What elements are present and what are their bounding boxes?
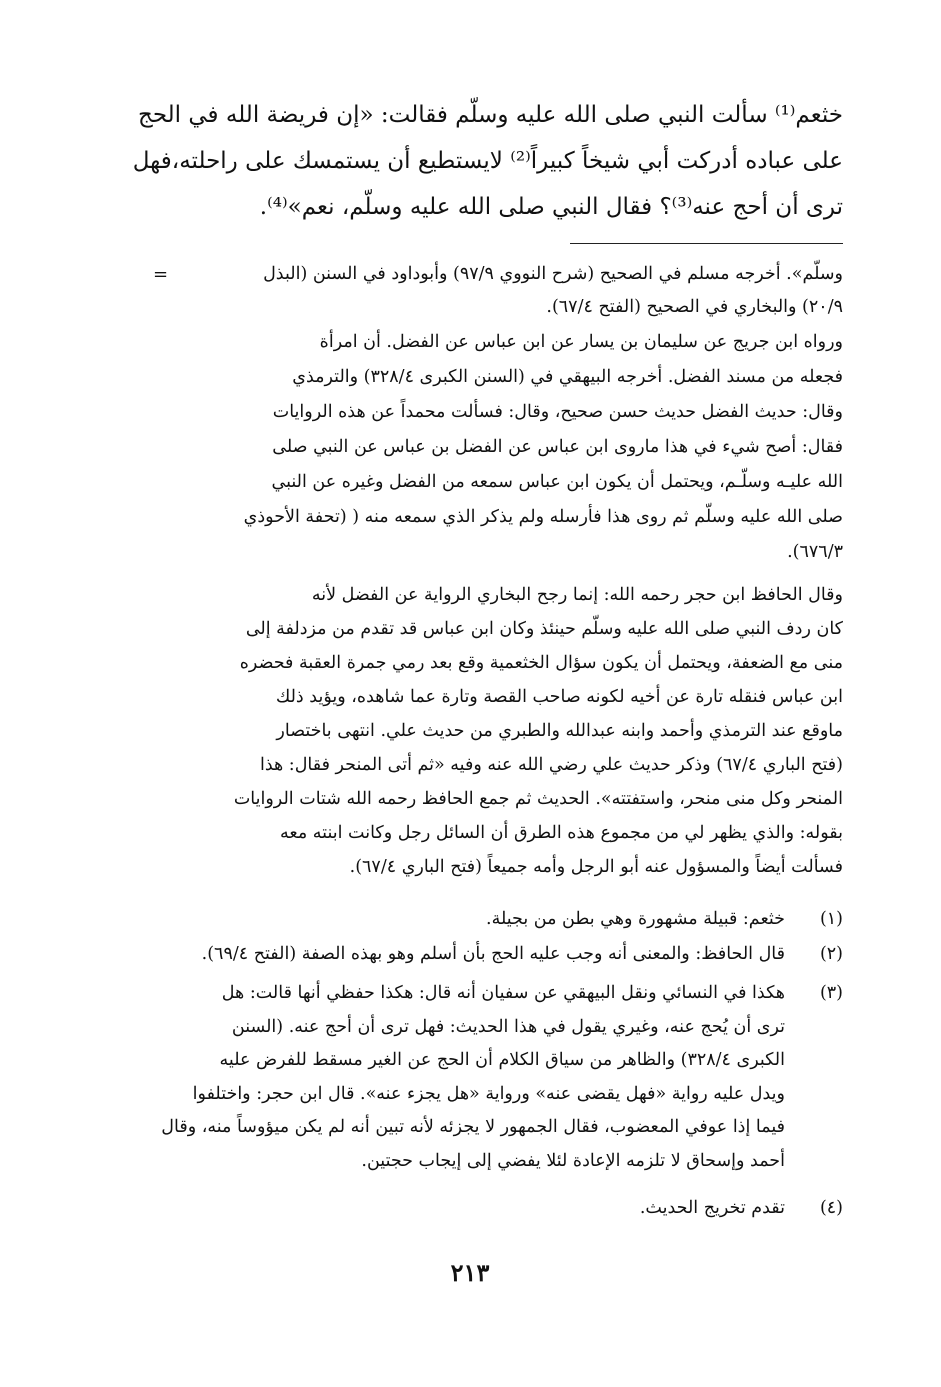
main-text <box>83 92 843 230</box>
footnote-line: قال الحافظ: والمعنى أنه وجب عليه الحج بأن أسلم وهو بهذه الصفة (الفتح ٦٩/٤). <box>201 944 785 964</box>
footnote-line: فيما إذا عوفي المعضوب، فقال الجمهور لا يجزئه لأنه تبين أنه لم يكن ميؤوساً منه، وقال <box>161 1117 785 1137</box>
footnote-line: الكبرى ٣٢٨/٤) والظاهر من سياق الكلام أن الحج عن الغير مسقط للفرض عليه <box>219 1050 785 1070</box>
main-text-line: خثعم⁽¹⁾ سألت النبي صلى الله عليه وسلّم فقالت: «إن فريضة الله في الحج <box>137 102 843 128</box>
footnote-number: (١) <box>819 909 843 929</box>
footnote-line: ورواه ابن جريج عن سليمان بن يسار عن ابن عباس عن الفضل. أن امرأة <box>319 332 843 352</box>
footnote-line: (فتح الباري ٦٧/٤) وذكر حديث علي رضي الله عنه وفيه «ثم أتى المنحر فقال: هذا <box>259 755 843 775</box>
footnote-line: المنحر وكل منى منحر، واستفتته». الحديث ثم جمع الحافظ رحمه الله شتات الروايات <box>233 789 843 809</box>
footnote-paragraph-2 <box>98 325 843 570</box>
footnote-line: وسلّم». أخرجه مسلم في الصحيح (شرح النووي ٩٧/٩) وأبوداود في السنن (البذل <box>263 264 843 284</box>
continuation-mark: = <box>152 264 169 285</box>
main-text-line: ترى أن أحج عنه⁽³⁾؟ فقال النبي صلى الله عليه وسلّم، نعم»⁽⁴⁾. <box>259 194 843 220</box>
footnote-line: منى مع الضعفة، ويحتمل أن يكون سؤال الخثعمية وقع بعد رمي جمرة العقبة فحضره <box>239 653 843 673</box>
footnote-line: ويدل عليه رواية «فهل يقضى عنه» ورواية «هل يجزء عنه». قال ابن حجر: واختلفوا <box>192 1083 785 1104</box>
footnote-paragraph-3 <box>98 578 843 884</box>
footnote-line: فسألت أيضاً والمسؤول عنه أبو الرجل وأمه جميعاً (فتح الباري ٦٧/٤). <box>349 857 843 877</box>
footnote-continuation <box>103 258 843 324</box>
footnote-line: تقدم تخريج الحديث. <box>639 1198 785 1218</box>
footnote-line: ترى أن يُحج عنه، وغيري يقول في هذا الحديث: فهل ترى أن أحج عنه. (السنن <box>231 1016 785 1037</box>
footnote-line: ٢٠/٩) والبخاري في الصحيح (الفتح ٦٧/٤). <box>546 297 843 317</box>
footnote-line: ماوقع عند الترمذي وأحمد وابنه عبدالله والطبري من حديث علي. انتهى باختصار <box>276 721 843 741</box>
footnote-line: كان ردف النبي صلى الله عليه وسلّم حينئذ وكان ابن عباس قد تقدم من مزدلفة إلى <box>245 619 843 639</box>
footnote-number: (٤) <box>819 1198 843 1218</box>
footnote-line: ٦٧٦/٣). <box>787 542 843 562</box>
footnote-line: الله عليـه وسلّـم، ويحتمل أن يكون ابن عباس سمعه من الفضل وغيره عن النبي <box>271 472 843 492</box>
footnote-number: (٢) <box>819 944 843 964</box>
footnote-line: بقوله: والذي يظهر لي من مجموع هذه الطرق أن السائل رجل وكانت ابنته معه <box>280 823 843 843</box>
page-number: ٢١٣ <box>450 1258 490 1287</box>
footnote-line: وقال: حديث الفضل حديث حسن صحيح، وقال: فسألت محمداً عن هذه الروايات <box>272 402 843 422</box>
footnote-1 <box>98 903 843 936</box>
footnote-line: فجعله من مسند الفضل. أخرجه البيهقي في (السنن الكبرى ٣٢٨/٤) والترمذي <box>292 367 843 387</box>
main-text-line: على عباده أدركت أبي شيخاً كبيراً⁽²⁾ لايستطيع أن يستمسك على راحلته،فهل <box>132 148 843 174</box>
footnote-line: فقال: أصح شيء في هذا ماروى ابن عباس عن الفضل بن عباس عن النبي صلى <box>272 437 843 457</box>
footnote-separator <box>570 243 843 244</box>
footnote-2 <box>98 938 843 971</box>
footnote-line: هكذا في النسائي ونقل البيهقي عن سفيان أنه قال: هكذا حفظي أنها قالت: هل <box>221 983 785 1003</box>
footnote-line: صلى الله عليه وسلّم ثم روى هذا فأرسله ولم يذكر الذي سمعه منه ( (تحفة الأحوذي <box>243 507 843 527</box>
footnote-4 <box>98 1192 843 1225</box>
footnote-line: أحمد وإسحاق لا تلزمه الإعادة لئلا يفضي إلى إيجاب حجتين. <box>361 1150 785 1171</box>
footnote-line: ابن عباس فنقله تارة عن أخيه لكونه صاحب القصة وتارة عما شاهده، ويؤيد ذلك <box>275 687 843 707</box>
footnote-line: وقال الحافظ ابن حجر رحمه الله: إنما رجح البخاري الرواية عن الفضل لأنه <box>311 585 843 605</box>
footnote-number: (٣) <box>819 983 843 1003</box>
footnote-line: خثعم: قبيلة مشهورة وهي بطن من بجيلة. <box>486 909 785 929</box>
footnote-3 <box>98 977 843 1178</box>
